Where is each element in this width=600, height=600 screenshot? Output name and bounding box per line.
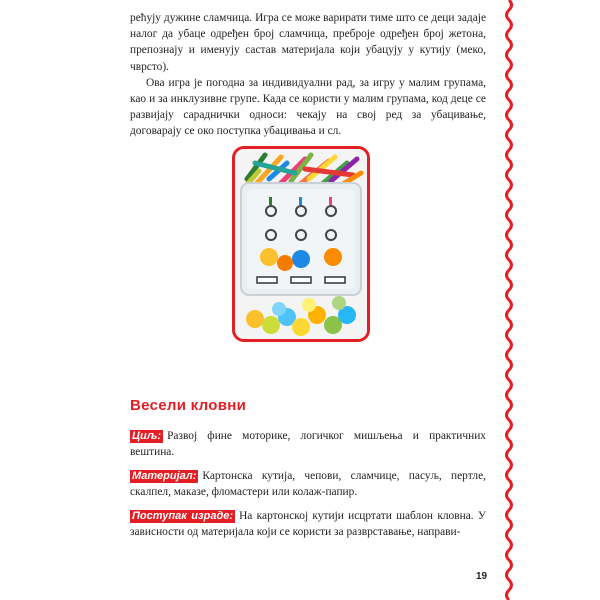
procedure-entry [130,508,486,540]
intro-paragraph-1: рећују дужине сламчица. Игра се може варирати тиме што се деци задаје налог да убаце одређен број сламчица, преброје одређен број жетона, препознају и именују састав материјала који убацују у кутију (меко, чврсто). [130,12,486,73]
materials-label: Материјал: [132,470,197,482]
procedure-label: Поступак израде: [132,510,234,522]
section-title: Весели кловни [130,397,247,414]
goal-entry [130,428,486,460]
procedure-text: На картонској кутији исцртати шаблон кловна. У зависности од материјала који се користи за разврставање, направи- [130,510,486,539]
goal-text: Развој фине моторике, логичког мишљења и практичних вештина. [130,430,486,459]
materials-entry [130,468,486,500]
page-number: 19 [476,571,488,582]
straw-box-illustration [235,149,367,339]
intro-paragraph-2: Ова игра је погодна за индивидуални рад, за игру у малим групама, као и за инклузивне групе. Када се користи у малим групама, код деце се развијају сараднички односи: чекају на свој ред за убацивање, договарају се око поступка убацивања и сл. [130,76,486,138]
red-wavy-border [498,0,520,600]
intro-text [130,10,486,140]
materials-text: Картонска кутија, чепови, сламчице, пасуљ, пертле, скалпел, маказе, фломастери или колаж-папир. [130,470,486,499]
goal-label: Циљ: [132,430,162,442]
activity-photo [232,146,370,342]
